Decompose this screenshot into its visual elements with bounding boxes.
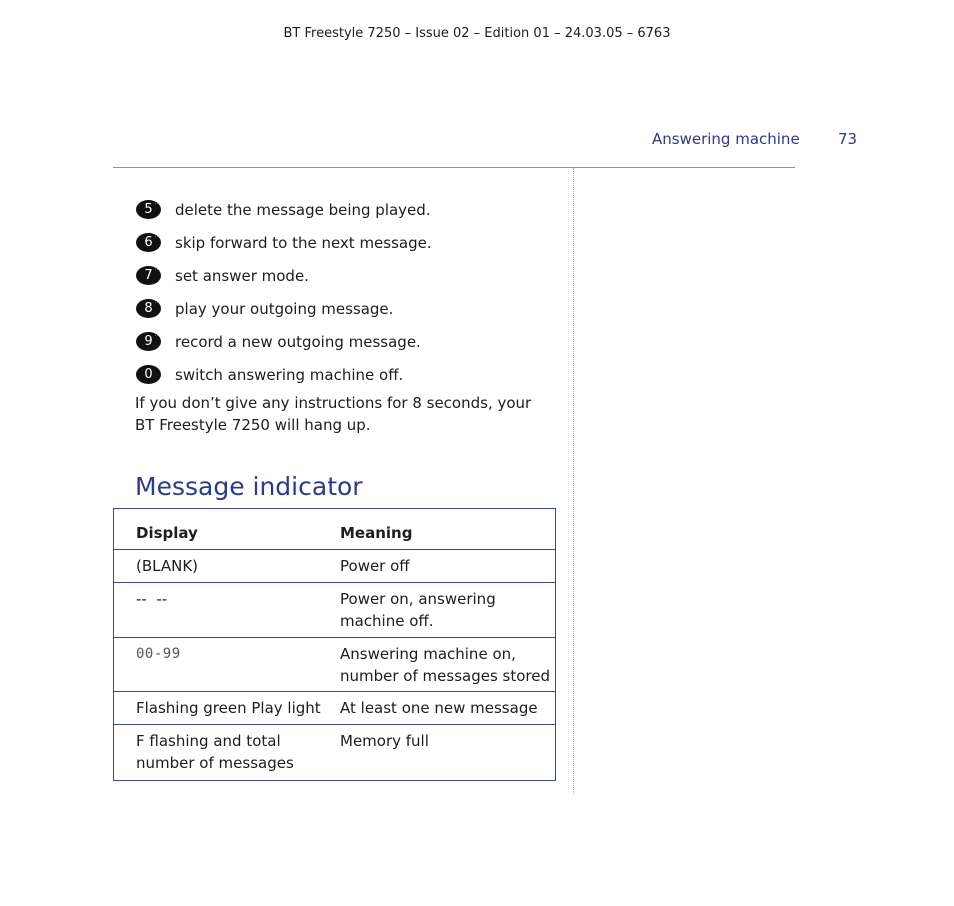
meaning-cell: Answering machine on, number of messages stored	[340, 645, 550, 685]
display-cell: -- --	[136, 590, 168, 608]
keypad-6-icon: 6 ∴	[136, 233, 161, 252]
keypad-5-icon: 5 ∴	[136, 200, 161, 219]
display-cell: Flashing green Play light	[136, 699, 321, 717]
keypad-7-icon: 7 ∴	[136, 266, 161, 285]
key-item	[136, 259, 556, 292]
key-item	[136, 292, 556, 325]
display-cell	[136, 643, 326, 665]
meaning-cell: Memory full	[340, 732, 429, 750]
running-head: Answering machine	[652, 130, 800, 148]
column-divider	[573, 168, 574, 794]
row-divider	[114, 724, 555, 725]
key-item	[136, 193, 556, 226]
key-description: play your outgoing message.	[175, 299, 394, 318]
keypad-9-icon: 9 ∴	[136, 332, 161, 351]
row-divider	[114, 582, 555, 583]
display-cell: (BLANK)	[136, 557, 199, 575]
page-number: 73	[838, 130, 858, 148]
meaning-cell: Power on, answering machine off.	[340, 590, 496, 630]
row-divider	[114, 691, 555, 692]
key-instruction-list	[136, 193, 556, 391]
row-divider	[114, 637, 555, 638]
note-line: BT Freestyle 7250 will hang up.	[135, 416, 371, 434]
key-description: set answer mode.	[175, 266, 309, 285]
keypad-8-icon: 8 ∴	[136, 299, 161, 318]
key-item	[136, 226, 556, 259]
message-indicator-table	[113, 508, 556, 781]
key-description: switch answering machine off.	[175, 365, 404, 384]
key-description: delete the message being played.	[175, 200, 431, 219]
section-heading: Message indicator	[135, 472, 363, 501]
keypad-0-icon: 0	[136, 365, 161, 384]
key-item	[136, 325, 556, 358]
key-item	[136, 358, 556, 391]
key-description: skip forward to the next message.	[175, 233, 432, 252]
lcd-digits: 00-99	[136, 646, 181, 662]
header-rule	[113, 167, 795, 168]
display-cell: F flashing and total number of messages	[136, 732, 294, 772]
timeout-note	[135, 392, 555, 436]
note-line: If you don’t give any instructions for 8 seconds, your	[135, 394, 532, 412]
document-info: BT Freestyle 7250 – Issue 02 – Edition 01 – 24.03.05 – 6763	[283, 26, 671, 41]
column-header-display: Display	[136, 524, 198, 542]
meaning-cell: Power off	[340, 557, 410, 575]
meaning-cell: At least one new message	[340, 699, 538, 717]
column-header-meaning: Meaning	[340, 524, 413, 542]
key-description: record a new outgoing message.	[175, 332, 421, 351]
row-divider	[114, 549, 555, 550]
